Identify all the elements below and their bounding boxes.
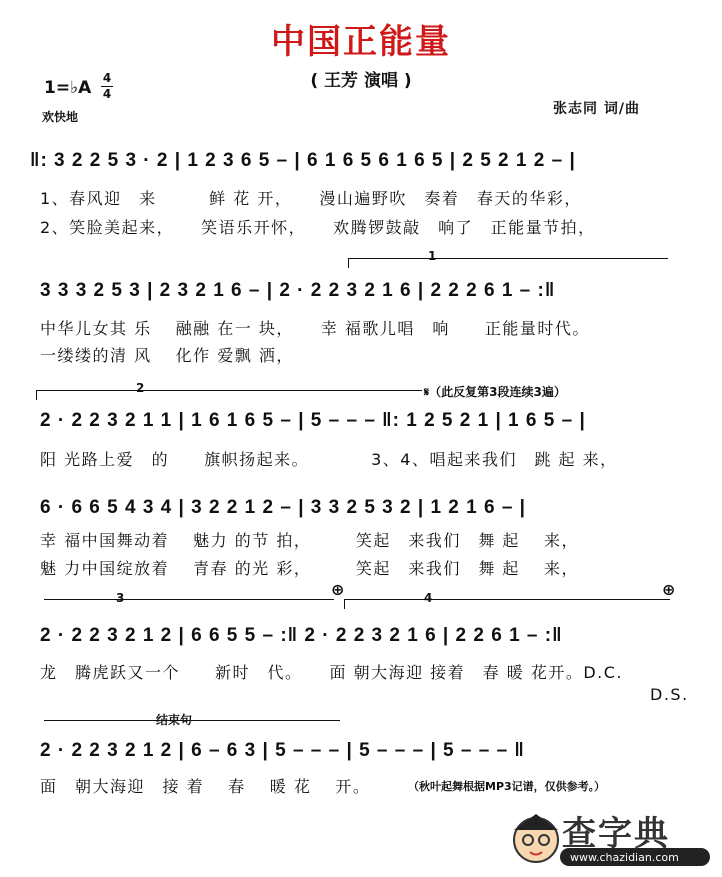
volta-2-label: 2 <box>136 381 145 395</box>
notation-row-5: 2 · 2 2 3 2 1 2 | 6 6 5 5 – :‖ 2 · 2 2 3 2 1 6 | 2 2 6 1 – :‖ <box>40 625 563 646</box>
time-signature <box>101 72 113 101</box>
song-title: 中国正能量 <box>271 22 451 62</box>
notation-row-1: ‖: 3 2 2 5 3 · 2 | 1 2 3 6 5 – | 6 1 6 5 6 1 6 5 | 2 5 2 1 2 – | <box>30 150 576 171</box>
time-top: 4 <box>102 71 112 85</box>
time-bottom: 4 <box>102 87 112 101</box>
tempo-marking: 欢快地 <box>42 110 79 124</box>
lyric-row-2a: 中华儿女其 乐 融融 在一 块， 幸 福歌儿唱 响 正能量时代。 <box>40 319 590 338</box>
segno-note: 𝄋（此反复第3段连续3遍） <box>424 385 566 399</box>
lyric-row-6: 面 朝大海迎 接 着 春 暖 花 开。 <box>40 777 371 796</box>
lyric-row-2b: 一缕缕的清 风 化作 爱飘 洒， <box>40 346 294 365</box>
lyric-row-4b: 魅 力中国绽放着 青春 的光 彩， 笑起 来我们 舞 起 来， <box>40 559 580 578</box>
volta-4-label: 4 <box>424 591 433 605</box>
lyric-row-4a: 幸 福中国舞动着 魅力 的节 拍， 笑起 来我们 舞 起 来， <box>40 531 580 550</box>
ending-label: 结束句 <box>156 713 193 727</box>
watermark-url: www.chazidian.com <box>570 851 679 864</box>
author-credit: 张志同 词/曲 <box>553 101 640 117</box>
notation-row-2: 3 3 3 2 5 3 | 2 3 2 1 6 – | 2 · 2 2 3 2 1 6 | 2 2 2 6 1 – :‖ <box>40 280 556 301</box>
lyric-row-1b: 2、笑脸美起来， 笑语乐开怀， 欢腾锣鼓敲 响了 正能量节拍， <box>40 218 596 237</box>
singer-credit: ( 王芳 演唱 ) <box>310 71 412 91</box>
volta-3-label: 3 <box>116 591 125 605</box>
lyric-row-5: 龙 腾虎跃又一个 新时 代。 面 朝大海迎 接着 春 暖 花开。D.C. <box>40 663 624 682</box>
watermark-text: 查字典 <box>562 814 670 854</box>
key-signature: 1=♭A <box>44 78 92 98</box>
notation-row-6: 2 · 2 2 3 2 1 2 | 6 – 6 3 | 5 – – – | 5 – – – | 5 – – – ‖ <box>40 740 525 761</box>
lyric-row-3: 阳 光路上爱 的 旗帜扬起来。 3、4、唱起来我们 跳 起 来， <box>40 450 618 469</box>
coda-symbol-1: ⊕ <box>331 580 345 599</box>
ds-marking: D.S. <box>650 685 689 704</box>
volta-1-label: 1 <box>428 249 437 263</box>
transcription-note: （秋叶起舞根据MP3记谱，仅供参考。） <box>408 780 606 793</box>
coda-symbol-2: ⊕ <box>662 580 676 599</box>
notation-row-3: 2 · 2 2 3 2 1 1 | 1 6 1 6 5 – | 5 – – – ‖: 1 2 5 2 1 | 1 6 5 – | <box>40 410 586 431</box>
lyric-row-1a: 1、春风迎 来 鲜 花 开， 漫山遍野吹 奏着 春天的华彩， <box>40 189 582 208</box>
notation-row-4: 6 · 6 6 5 4 3 4 | 3 2 2 1 2 – | 3 3 2 5 3 2 | 1 2 1 6 – | <box>40 497 527 518</box>
